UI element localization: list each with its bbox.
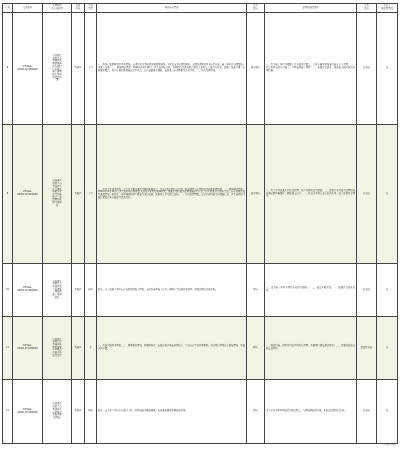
table-header-row (3, 4, 398, 13)
row-type: 大气 (85, 125, 97, 264)
row-closed: 已办结 (357, 264, 377, 317)
row-code: D33GA-20201115000000 (13, 380, 43, 444)
table-row (3, 317, 398, 380)
row-survey-text: 一、所涉河道基本情况。二、现场调查情况。经现场检查，该段河道水体流动性较差，岸边存在生活垃圾堆积，部分雨污管网存在混接情况，导致水质下降。 (98, 344, 246, 350)
row-reporter-text: 反映浙江省嘉兴市秀洲区油车港镇某工地夜间施工噪声扰民 (52, 279, 62, 299)
row-no: 11 (3, 317, 13, 380)
row-no: 10 (3, 264, 13, 317)
row-reporter (43, 13, 72, 125)
row-punish: 无 (377, 264, 398, 317)
row-survey (97, 13, 247, 125)
row-reporter (43, 125, 72, 264)
header-punish: 责任人 被处理情况 (377, 4, 398, 13)
row-survey (97, 264, 247, 317)
row-closed: 阶段性办结 (357, 317, 377, 380)
table-row (3, 264, 398, 317)
row-handling-text: 责令企业立即对固废进行规范贮存，完善防雨防渗措施，并依法依规进行处置。 (266, 409, 347, 413)
header-time: 受理时间 及交办时间 (43, 4, 72, 13)
row-punish: 无 (377, 13, 398, 125)
row-handling (265, 380, 357, 444)
complaint-table (2, 3, 398, 444)
row-closed: 已办结 (357, 125, 377, 264)
row-survey-text: 经查，该工地施工单位存在夜间超时施工情况，未取得夜间施工许可，现场产生机械作业噪声，对周边居民造成影响。 (98, 287, 218, 291)
row-closed: 已办结 (357, 13, 377, 125)
row-survey-text: 经查，该企业厂区内存在部分一般工业固废露天堆放现象，未按要求做好防雨防渗措施。 (98, 409, 188, 413)
table-row (3, 13, 398, 125)
row-handling-text: 一、责令企业加强车间密闭管理，减少无组织废气排放；二、督促企业对废气处理设施开展全面检修维护，确保稳定运行；三、将该企业列入重点监管名单，加大监督检查频次。 (266, 188, 355, 198)
row-district: 秀洲区 (72, 264, 85, 317)
table-row (3, 380, 398, 444)
row-survey (97, 380, 247, 444)
row-reporter-text: 反映浙江省嘉兴市秀洲区新塍镇桃园村在建村民安置房施工现场扬尘及噪声扰民问题 (52, 53, 62, 82)
row-code: D33GA-20201115000000 (13, 264, 43, 317)
row-type: 噪声 (85, 264, 97, 317)
row-survey (97, 125, 247, 264)
row-survey (97, 317, 247, 380)
document-table-page (2, 3, 397, 446)
row-reporter (43, 264, 72, 317)
page-continuation-note: （下转 1 版） (382, 443, 397, 446)
row-no: 8 (3, 13, 13, 125)
row-reporter-text: 反映浙江省嘉兴市秀洲区王江泾镇某印染企业废气异味扰民，周边居民夜间气味明显 (52, 179, 62, 207)
row-handling-text: 一、整改措施。组织对河道垃圾进行清理，开展雨污混接排查整治；二、加强河道保洁和长效管护。 (266, 344, 355, 350)
header-verified: 是否 属实 (247, 4, 265, 13)
header-survey: 调查核实情况 (97, 4, 247, 13)
header-type: 污染 类型 (85, 4, 97, 13)
row-handling-text: 一、责令施工单位立即停止夜间违规施工；二、依法立案查处；三、加强日常巡查监管。 (266, 286, 355, 292)
row-no: 9 (3, 125, 13, 264)
table-row (3, 125, 398, 264)
row-code: D33GA-20201115000000 (13, 125, 43, 264)
row-reporter (43, 317, 72, 380)
row-verified: 属实 (247, 264, 265, 317)
row-verified: 属实 (247, 380, 265, 444)
row-type: 固废 (85, 380, 97, 444)
row-district: 秀洲区 (72, 13, 85, 125)
row-verified: 属实 (247, 317, 265, 380)
header-no: 序号 (3, 4, 13, 13)
row-reporter-text: 反映浙江省嘉兴市秀洲区王店镇某企业露天堆放固废 (52, 402, 62, 419)
row-handling (265, 125, 357, 264)
row-punish: 无 (377, 380, 398, 444)
row-survey-text: 一、所涉企业基本情况。该企业主要从事化纤面料染整加工，已依法取得排污许可证，配套建设有定型机废气收集处理设施。二、现场调查情况。2020年11月16日，区生态环境分局执法人员对企业进行现场检查，发现定型机废气处理设施运行正常，但车间部分门窗未关闭，存在无组织废气逸散情况；委托第三方检测机构对厂界废气进行监测，结果显示臭气浓度达标。三、历次处理情况。该企业曾因废气问题被信访，区生态环境分局已督促企业实施废气提升改造。 (98, 187, 246, 199)
row-handling (265, 317, 357, 380)
header-closed: 是否 办结 (357, 4, 377, 13)
row-punish: 无 (377, 125, 398, 264)
row-handling (265, 13, 357, 125)
row-code: D33GA-20201115000000 (13, 13, 43, 125)
header-handling: 处理和整改情况 (265, 4, 357, 13)
row-no: 12 (3, 380, 13, 444)
row-verified: 部分属实 (247, 125, 265, 264)
header-code: 交办编号 (13, 4, 43, 13)
row-district: 秀洲区 (72, 380, 85, 444)
row-type: 水 (85, 317, 97, 380)
row-handling (265, 264, 357, 317)
row-punish: 无 (377, 317, 398, 380)
row-survey-text: 一、所涉广陵建设项目基本情况。该项目位于秀洲区新塍镇桃园村，为村民安置房建设项目，总建筑面积约5.6万平方米，施工单位已办理建筑工地开工备案。二、现场调查情况。2020年11月16日，区生态环境分局、新塍镇人民政府联合执法人员对该工地进行检查，发现工地部分裸土未按要求覆盖，进出车辆冲洗设施运行不正常，存在道路扬尘现象；夜间施工未办理相关许可手续。三、历次处理情况。 (98, 63, 245, 72)
header-district: 行政 区域 (72, 4, 85, 13)
row-reporter (43, 380, 72, 444)
row-verified: 部分属实 (247, 13, 265, 125)
row-type: 大气 (85, 13, 97, 125)
row-closed: 已办结 (357, 380, 377, 444)
row-code: D33GA-20201115000000 (13, 317, 43, 380)
row-district: 秀洲区 (72, 125, 85, 264)
row-district: 秀洲区 (72, 317, 85, 380)
row-reporter-text: 反映浙江省嘉兴市秀洲区高照街道某小区周边河道水质发黑发臭 (52, 337, 62, 357)
row-handling-text: 一、责令施工单位对裸露土方全部进行覆盖，完善车辆冲洗设施并落实专人管理；二、禁止夜间未经许可施工，合理安排施工时间；三、加强日常巡查，督促落实扬尘防治各项措施。 (266, 63, 355, 72)
